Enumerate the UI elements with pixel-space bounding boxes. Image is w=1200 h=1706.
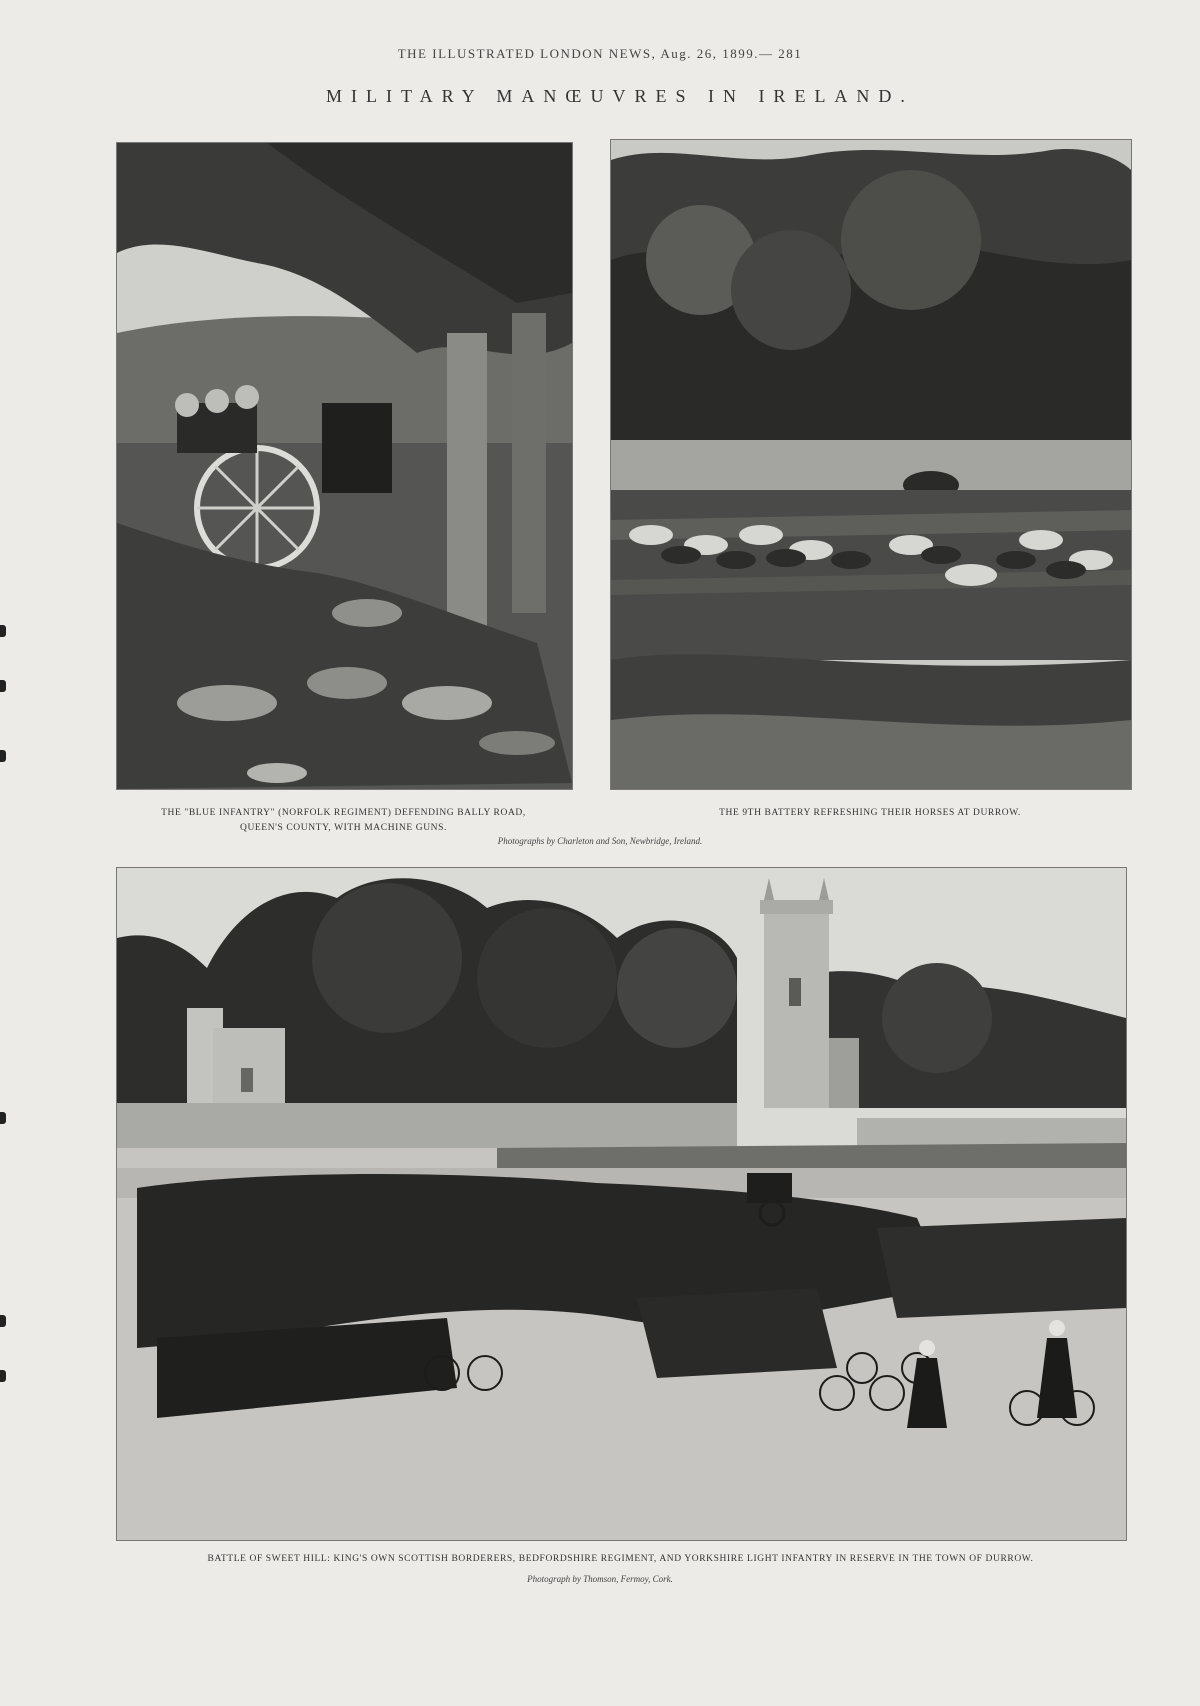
caption-photo-2 <box>610 806 1130 821</box>
caption-line: QUEEN'S COUNTY, WITH MACHINE GUNS. <box>239 823 447 833</box>
page-title: MILITARY MANŒUVRES IN IRELAND. <box>326 86 914 106</box>
photo-horses-durrow <box>610 139 1132 790</box>
caption-photo-3: BATTLE OF SWEET HILL: KING'S OWN SCOTTISH BORDERERS, BEDFORDSHIRE REGIMENT, AND YORKSHIRE LIGHT INFANTRY IN RESERVE IN THE TOWN OF DURROW. <box>207 1554 1034 1564</box>
page-header: THE ILLUSTRATED LONDON NEWS, Aug. 26, 1899.— 281 <box>397 46 803 61</box>
caption-photo-1 <box>116 806 571 836</box>
margin-mark <box>0 1315 6 1327</box>
margin-mark <box>0 750 6 762</box>
margin-mark <box>0 680 6 692</box>
margin-mark <box>0 1370 6 1382</box>
photo-credit-top: Photographs by Charleton and Son, Newbridge, Ireland. <box>497 836 703 846</box>
photo-battle-sweet-hill <box>116 867 1127 1541</box>
margin-mark <box>0 1112 6 1124</box>
photo-blue-infantry <box>116 142 573 790</box>
margin-mark <box>0 625 6 637</box>
caption-line: THE "BLUE INFANTRY" (NORFOLK REGIMENT) DEFENDING BALLY ROAD, <box>161 808 526 818</box>
photo-credit-bottom: Photograph by Thomson, Fermoy, Cork. <box>527 1574 673 1584</box>
caption-line: THE 9TH BATTERY REFRESHING THEIR HORSES AT DURROW. <box>719 808 1021 818</box>
